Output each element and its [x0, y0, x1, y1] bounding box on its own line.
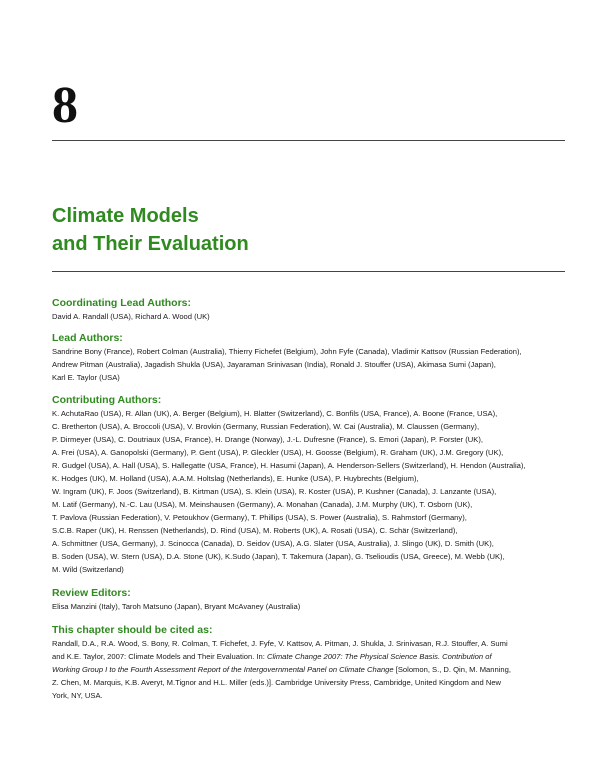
citation-line: [52, 663, 570, 676]
contributing-authors-line: A. Frei (USA), A. Ganopolski (Germany), P. Gent (USA), P. Gleckler (USA), H. Goosse (Belgium), R. Graham (UK), J.M. Gregory (UK),: [52, 448, 504, 457]
contributing-authors-line: R. Gudgel (USA), A. Hall (USA), S. Hallegatte (USA, France), H. Hasumi (Japan), A. Henderson-Sellers (Switzerland), H. Hendon (Australia),: [52, 461, 526, 470]
contributing-authors-line: A. Schmittner (USA, Germany), J. Scinocca (Canada), D. Seidov (USA), A.G. Slater (USA, Australia), J. Slingo (UK), D. Smith (UK),: [52, 539, 494, 548]
citation-section: [52, 623, 570, 702]
lead-authors-heading: Lead Authors:: [52, 332, 123, 344]
contributing-authors-line: W. Ingram (UK), F. Joos (Switzerland), B. Kirtman (USA), S. Klein (USA), R. Koster (USA), P. Kushner (Canada), J. Lanzante (USA),: [52, 487, 497, 496]
review-editors-section: [52, 586, 570, 613]
contributing-authors-line: M. Wild (Switzerland): [52, 565, 124, 574]
chapter-title-line-1: Climate Models: [52, 205, 199, 227]
lead-authors-section: [52, 331, 570, 384]
lead-authors-line: Karl E. Taylor (USA): [52, 373, 120, 382]
citation-text: [Solomon, S., D. Qin, M. Manning,: [393, 665, 511, 674]
lead-authors-line: Sandrine Bony (France), Robert Colman (Australia), Thierry Fichefet (Belgium), John Fyfe (Canada), Vladimir Kattsov (Russian Federation),: [52, 347, 522, 356]
contributing-authors-line: K. Hodges (UK), M. Holland (USA), A.A.M. Holtslag (Netherlands), E. Hunke (USA), P. Huybrechts (Belgium),: [52, 474, 419, 483]
citation-heading: This chapter should be cited as:: [52, 624, 213, 636]
contributing-authors-line: K. AchutaRao (USA), R. Allan (UK), A. Berger (Belgium), H. Blatter (Switzerland), C. Bonfils (USA, France), A. Boone (France, USA),: [52, 409, 498, 418]
contributing-authors-heading: Contributing Authors:: [52, 394, 162, 406]
contributing-authors-line: M. Latif (Germany), N.-C. Lau (USA), M. Meinshausen (Germany), A. Monahan (Canada), J.M. Murphy (UK), T. Osborn (UK),: [52, 500, 473, 509]
citation-line: York, NY, USA.: [52, 691, 103, 700]
coordinating-lead-authors-section: [52, 296, 570, 323]
coordinating-lead-authors-names: David A. Randall (USA), Richard A. Wood (UK): [52, 312, 210, 321]
author-list: [52, 296, 570, 702]
chapter-title-line-2: and Their Evaluation: [52, 233, 249, 255]
contributing-authors-line: C. Bretherton (USA), A. Broccoli (USA), V. Brovkin (Germany, Russian Federation), W. Cai (Australia), M. Claussen (Germany),: [52, 422, 480, 431]
contributing-authors-line: S.C.B. Raper (UK), H. Renssen (Netherlands), D. Rind (USA), M. Roberts (UK), A. Rosati (USA), C. Schär (Switzerland),: [52, 526, 458, 535]
title-divider: [52, 271, 565, 272]
coordinating-lead-authors-heading: Coordinating Lead Authors:: [52, 297, 192, 309]
contributing-authors-line: T. Pavlova (Russian Federation), V. Petoukhov (Germany), T. Phillips (USA), S. Power (Australia), S. Rahmstorf (Germany),: [52, 513, 467, 522]
chapter-title: [52, 202, 249, 258]
citation-text: and K.E. Taylor, 2007: Climate Models and Their Evaluation. In:: [52, 652, 267, 661]
review-editors-heading: Review Editors:: [52, 587, 131, 599]
citation-book-title: Working Group I to the Fourth Assessment Report of the Intergovernmental Panel on Climate Change: [52, 665, 394, 674]
citation-line: Z. Chen, M. Marquis, K.B. Averyt, M.Tignor and H.L. Miller (eds.)]. Cambridge University Press, Cambridge, United Kingdom and New: [52, 678, 502, 687]
review-editors-names: Elisa Manzini (Italy), Taroh Matsuno (Japan), Bryant McAvaney (Australia): [52, 602, 301, 611]
citation-book-title: Climate Change 2007: The Physical Science Basis. Contribution of: [267, 652, 492, 661]
citation-line: Randall, D.A., R.A. Wood, S. Bony, R. Colman, T. Fichefet, J. Fyfe, V. Kattsov, A. Pitman, J. Shukla, J. Srinivasan, R.J. Stouffer, A. Sumi: [52, 639, 508, 648]
chapter-number: 8: [52, 77, 78, 134]
contributing-authors-line: B. Soden (USA), W. Stern (USA), D.A. Stone (UK), K.Sudo (Japan), T. Takemura (Japan), G. Tselioudis (USA, Greece), M. Webb (UK),: [52, 552, 505, 561]
contributing-authors-line: P. Dirmeyer (USA), C. Doutriaux (USA, France), H. Drange (Norway), J.-L. Dufresne (France), S. Emori (Japan), P. Forster (UK),: [52, 435, 483, 444]
citation-line: [52, 650, 570, 663]
contributing-authors-section: [52, 393, 570, 576]
header-divider: [52, 140, 565, 141]
lead-authors-line: Andrew Pitman (Australia), Jagadish Shukla (USA), Jayaraman Srinivasan (India), Ronald J. Stouffer (USA), Akimasa Sumi (Japan),: [52, 360, 496, 369]
